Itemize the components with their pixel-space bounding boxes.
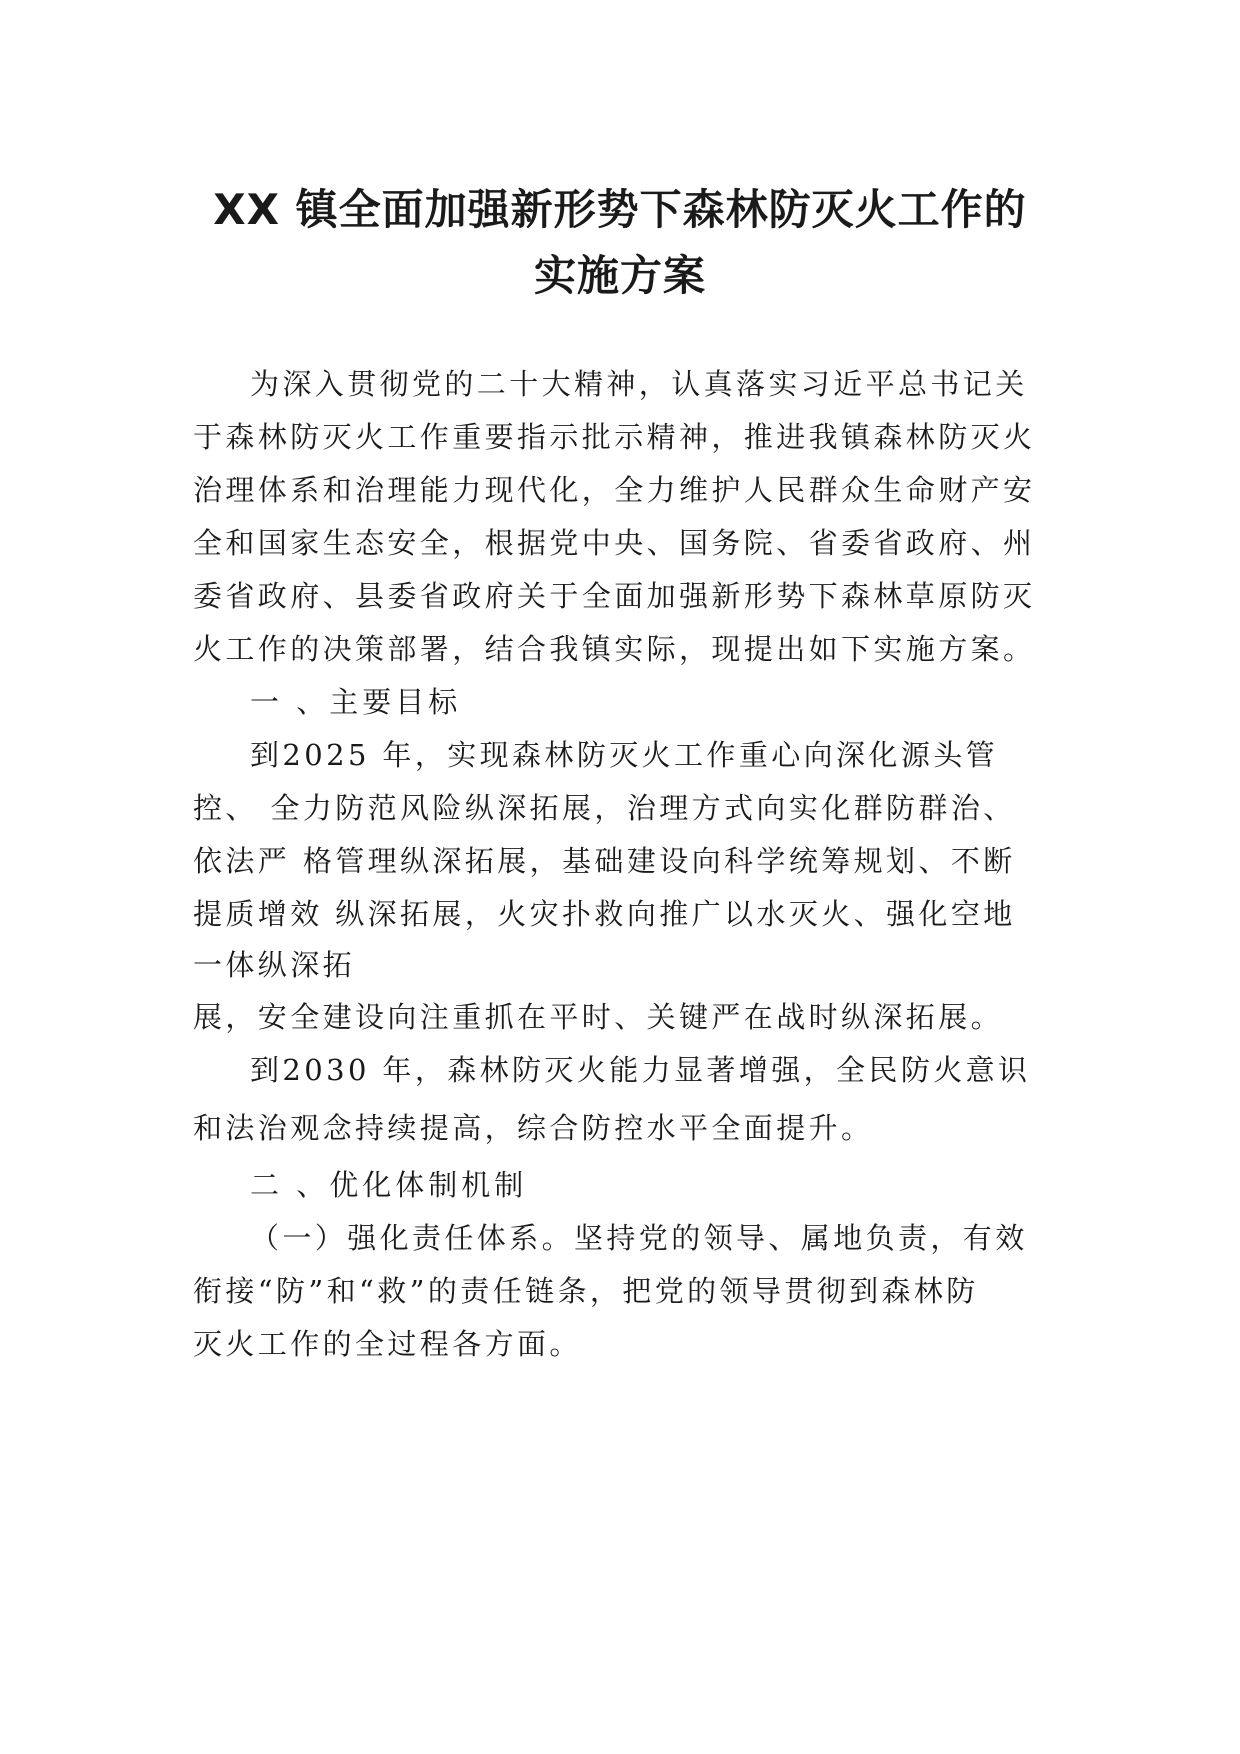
subsection-1-line-3: 灭火工作的全过程各方面。 [193, 1327, 582, 1361]
section-1-heading: 一 、主要目标 [250, 685, 462, 719]
goal-2025-line-4: 提质增效 纵深拓展，火灾扑救向推广以水灭火、强化空地 [193, 897, 1016, 931]
intro-line-1: 为深入贯彻党的二十大精神，认真落实习近平总书记关 [250, 367, 1028, 401]
goal-2030-line-1: 到2030 年，森林防灭火能力显著增强，全民防火意识 [250, 1053, 1031, 1087]
goal-2025-line-1: 到2025 年，实现森林防灭火工作重心向深化源头管 [250, 738, 999, 772]
intro-line-6: 火工作的决策部署，结合我镇实际，现提出如下实施方案。 [193, 632, 1036, 666]
goal-2025-line-3: 依法严 格管理纵深拓展，基础建设向科学统筹规划、不断 [193, 844, 1016, 878]
section-2-heading: 二 、优化体制机制 [250, 1168, 528, 1202]
goal-2025-line-2: 控、 全力防范风险纵深拓展，治理方式向实化群防群治、 [193, 791, 1016, 825]
goal-2025-line-5: 一体纵深拓 [193, 948, 356, 982]
goal-2030-line-2: 和法治观念持续提高，综合防控水平全面提升。 [193, 1111, 874, 1145]
document-title-line-2: 实施方案 [533, 251, 706, 300]
intro-line-5: 委省政府、县委省政府关于全面加强新形势下森林草原防灭 [193, 579, 1036, 613]
goal-2025-line-6: 展，安全建设向注重抓在平时、关键严在战时纵深拓展。 [193, 1000, 1004, 1034]
intro-line-2: 于森林防灭火工作重要指示批示精神，推进我镇森林防灭火 [193, 420, 1036, 454]
subsection-1-line-1: （一）强化责任体系。坚持党的领导、属地负责，有效 [250, 1221, 1028, 1255]
document-title-line-1: XX 镇全面加强新形势下森林防灭火工作的 [213, 185, 1027, 234]
intro-line-3: 治理体系和治理能力现代化，全力维护人民群众生命财产安 [193, 473, 1036, 507]
subsection-1-line-2: 衔接“防”和“救”的责任链条，把党的领导贯彻到森林防 [193, 1274, 979, 1308]
intro-line-4: 全和国家生态安全，根据党中央、国务院、省委省政府、州 [193, 526, 1036, 560]
